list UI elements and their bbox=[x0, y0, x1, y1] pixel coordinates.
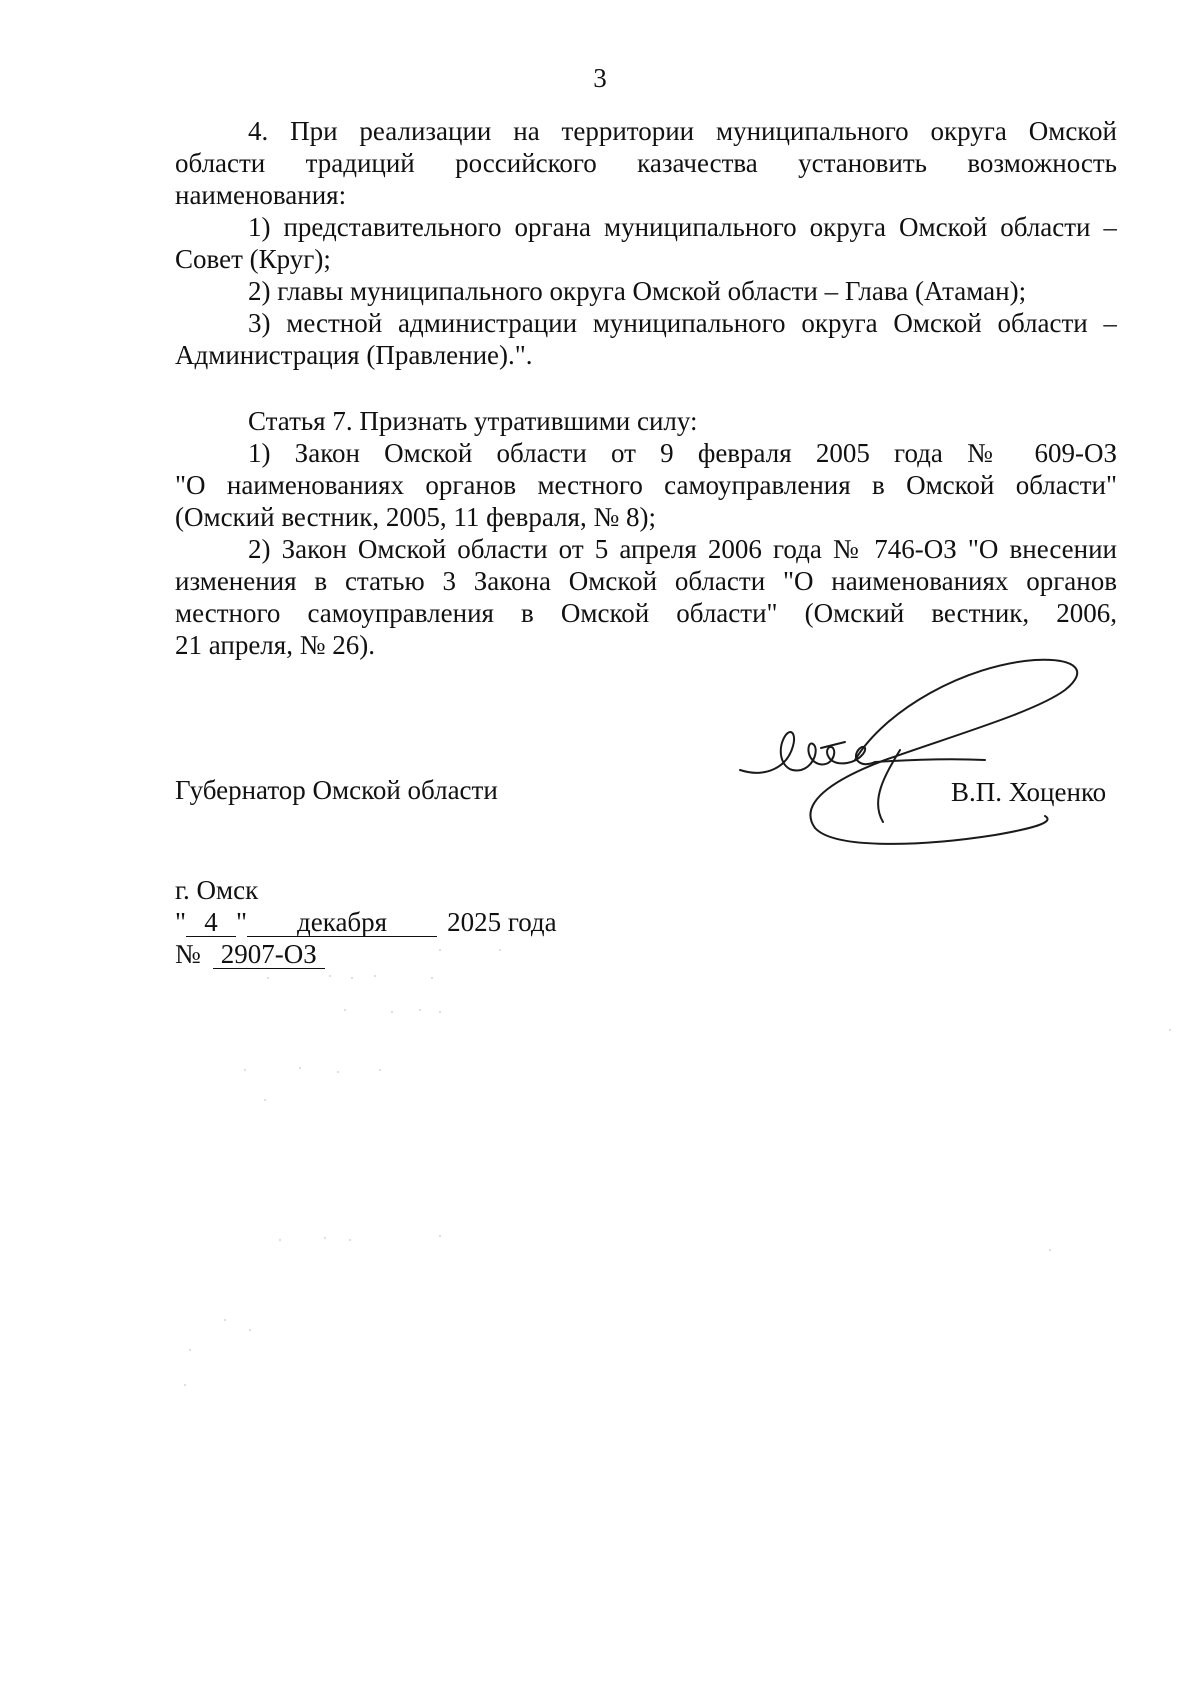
article7-heading: Статья 7. Признать утратившими силу: bbox=[248, 406, 698, 436]
para4-item-3-line-2: Администрация (Правление).". bbox=[175, 340, 533, 370]
date-quote-open: " bbox=[175, 907, 187, 937]
para4-line-1: 4. При реализации на территории муниципального округа Омской bbox=[248, 116, 1117, 146]
date-year: 2025 года bbox=[447, 907, 557, 937]
para4-item-2: 2) главы муниципального округа Омской области – Глава (Атаман); bbox=[248, 276, 1027, 306]
article7-item2-line-1: 2) Закон Омской области от 5 апреля 2006 года № 746-ОЗ "О внесении bbox=[248, 534, 1117, 564]
para4-item-1-line-2: Совет (Круг); bbox=[175, 244, 331, 274]
para4-line-2: области традиций российского казачества установить возможность bbox=[175, 148, 1117, 178]
article7-item1-line-1: 1) Закон Омской области от 9 февраля 2005 года № 609-ОЗ bbox=[248, 438, 1117, 468]
article7-item1-line-2: "О наименованиях органов местного самоуправления в Омской области" bbox=[175, 470, 1117, 500]
law-number-line bbox=[175, 938, 325, 970]
date-month: декабря bbox=[247, 908, 437, 937]
article7-item1-line-3: (Омский вестник, 2005, 11 февраля, № 8); bbox=[175, 502, 656, 532]
governor-name: В.П. Хоценко bbox=[951, 777, 1107, 807]
para4-line-3: наименования: bbox=[175, 180, 347, 210]
handwritten-signature bbox=[735, 650, 1155, 850]
number-sign: № bbox=[175, 939, 201, 969]
date-line bbox=[175, 906, 557, 938]
date-day: 4 bbox=[186, 908, 236, 937]
page-number: 3 bbox=[593, 63, 607, 93]
governor-title: Губернатор Омской области bbox=[175, 775, 498, 805]
date-quote-close: " bbox=[236, 907, 248, 937]
law-number: 2907-ОЗ bbox=[213, 940, 325, 969]
article7-item2-line-3: местного самоуправления в Омской области" (Омский вестник, 2006, bbox=[175, 598, 1117, 628]
para4-item-3-line-1: 3) местной администрации муниципального округа Омской области – bbox=[248, 308, 1117, 338]
article7-item2-line-4: 21 апреля, № 26). bbox=[175, 630, 375, 660]
city-line: г. Омск bbox=[175, 875, 259, 905]
para4-item-1-line-1: 1) представительного органа муниципального округа Омской области – bbox=[248, 212, 1117, 242]
article7-item2-line-2: изменения в статью 3 Закона Омской области "О наименованиях органов bbox=[175, 566, 1117, 596]
